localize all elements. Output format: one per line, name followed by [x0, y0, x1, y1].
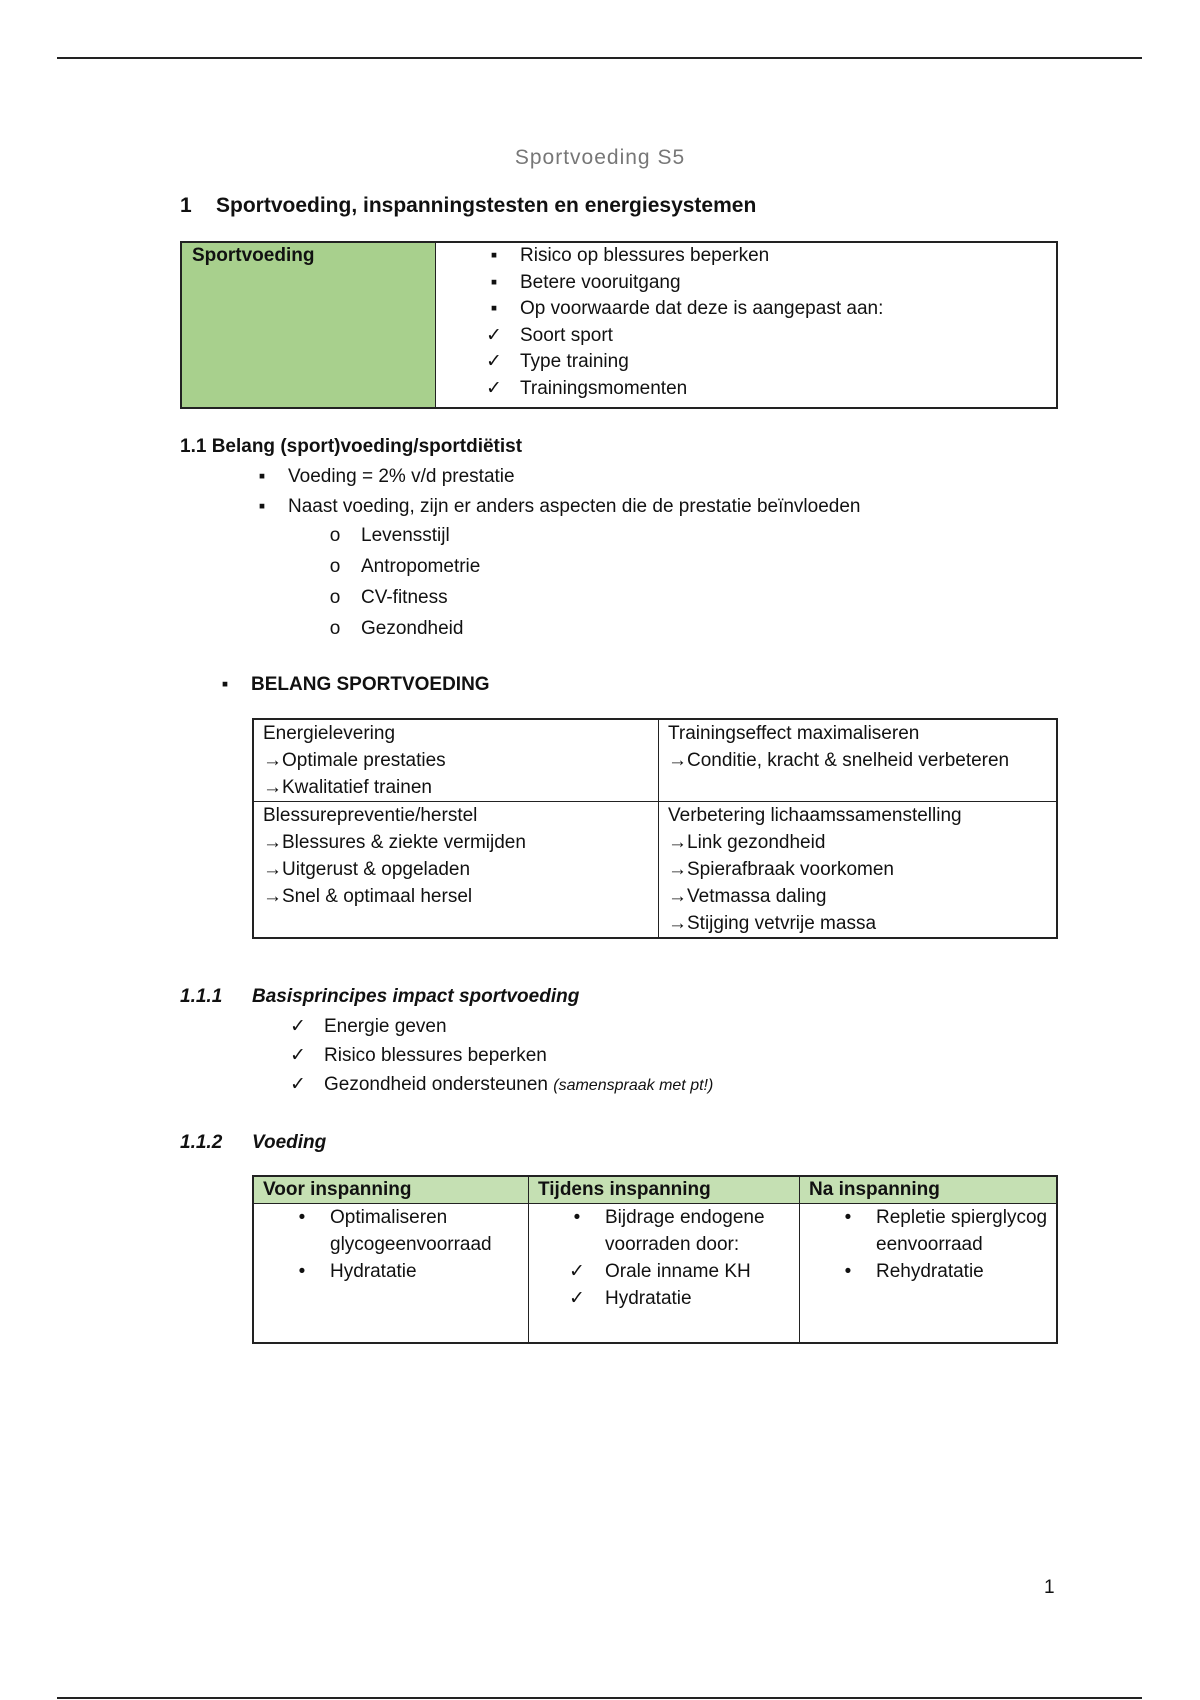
- column-header: Voor inspanning: [253, 1176, 529, 1204]
- list-item: ✓ Orale inname KH: [567, 1258, 799, 1285]
- section-title: Sportvoeding, inspanningstesten en energiesystemen: [216, 194, 757, 217]
- checkmark-icon: ✓: [486, 377, 502, 399]
- list-item: o CV-fitness: [325, 582, 480, 613]
- list-item: • Repletie spierglycogeenvoorraad: [838, 1204, 1056, 1258]
- table-cell: Verbetering lichaamssamenstelling →Link gezondheid →Spierafbraak voorkomen →Vetmassa daling →Stijging vetvrije massa: [659, 802, 1058, 939]
- square-bullet-icon: ▪: [221, 674, 229, 695]
- page-top-rule: [57, 57, 1142, 59]
- sportvoeding-list: [436, 243, 1056, 402]
- table-cell: Energielevering →Optimale prestaties →Kwalitatief trainen: [253, 719, 659, 802]
- page-bottom-rule: [57, 1697, 1142, 1699]
- bullet-icon: ▪: [490, 271, 498, 293]
- checkmark-icon: ✓: [486, 351, 502, 372]
- bullet-icon: •: [573, 1207, 581, 1228]
- list-item: ▪ Risico op blessures beperken: [484, 243, 1056, 270]
- note-text: (samenspraak met pt!): [553, 1077, 714, 1094]
- section-1-1-1-heading: 1.1.1 Basisprincipes impact sportvoeding: [180, 986, 580, 1007]
- list-item: o Antropometrie: [325, 551, 480, 582]
- bullet-icon: •: [844, 1207, 852, 1228]
- bullet-icon: •: [298, 1261, 306, 1282]
- section-number: 1: [180, 194, 192, 217]
- list-item: ✓ Gezondheid ondersteunen (samenspraak met pt!): [288, 1070, 713, 1100]
- column-header: Na inspanning: [800, 1176, 1058, 1204]
- circle-bullet-icon: o: [329, 525, 341, 546]
- checkmark-icon: ✓: [569, 1288, 585, 1309]
- list-item: o Levensstijl: [325, 520, 480, 551]
- list-item: ▪ Naast voeding, zijn er anders aspecten die de prestatie beïnvloeden: [252, 492, 861, 522]
- belang-table: [252, 718, 1058, 939]
- circle-bullet-icon: o: [329, 587, 341, 608]
- belang-bullets: [252, 462, 861, 522]
- bullet-icon: ▪: [490, 245, 498, 266]
- table-label-cell: Sportvoeding: [181, 242, 436, 408]
- table-cell: [253, 1204, 529, 1344]
- list-item: • Hydratatie: [292, 1258, 528, 1285]
- column-header: Tijdens inspanning: [529, 1176, 800, 1204]
- table-content-cell: [436, 242, 1058, 408]
- table-cell: [529, 1204, 800, 1344]
- list-item: ✓ Risico blessures beperken: [288, 1041, 713, 1070]
- list-item: ▪ Op voorwaarde dat deze is aangepast aan:: [484, 296, 1056, 323]
- circle-bullet-icon: o: [329, 556, 341, 577]
- table-cell: [800, 1204, 1058, 1344]
- bullet-icon: ▪: [490, 298, 498, 319]
- checkmark-icon: ✓: [290, 1016, 306, 1037]
- list-item: • Optimaliseren glycogeenvoorraad: [292, 1204, 528, 1258]
- list-item: ▪ Voeding = 2% v/d prestatie: [252, 462, 861, 492]
- list-item: ✓ Type training: [484, 349, 1056, 376]
- bullet-icon: •: [298, 1207, 306, 1228]
- voeding-table: [252, 1175, 1058, 1344]
- list-item: ✓ Hydratatie: [567, 1285, 799, 1312]
- checkmark-icon: ✓: [569, 1261, 585, 1282]
- checkmark-icon: ✓: [486, 324, 502, 346]
- checkmark-icon: ✓: [290, 1074, 306, 1095]
- belang-heading: ▪ BELANG SPORTVOEDING: [215, 674, 490, 696]
- section-1-1-heading: 1.1 Belang (sport)voeding/sportdiëtist: [180, 436, 523, 457]
- section-1-heading: [180, 194, 756, 218]
- section-1-1-2-heading: 1.1.2 Voeding: [180, 1132, 327, 1153]
- list-item: ✓ Trainingsmomenten: [484, 376, 1056, 403]
- list-item: • Rehydratatie: [838, 1258, 1056, 1285]
- sportvoeding-table: [180, 241, 1058, 409]
- bullet-icon: •: [844, 1261, 852, 1282]
- list-item: ✓ Soort sport: [484, 323, 1056, 350]
- list-item: • Bijdrage endogene voorraden door:: [567, 1204, 799, 1258]
- checkmark-icon: ✓: [290, 1045, 306, 1066]
- aspect-sub-bullets: [325, 520, 480, 644]
- page-number: 1: [1044, 1577, 1055, 1598]
- circle-bullet-icon: o: [329, 618, 341, 639]
- list-item: o Gezondheid: [325, 613, 480, 644]
- basisprincipes-list: [288, 1012, 713, 1100]
- document-header: Sportvoeding S5: [514, 146, 686, 169]
- table-cell: Trainingseffect maximaliseren →Conditie, kracht & snelheid verbeteren: [659, 719, 1058, 802]
- table-cell: Blessurepreventie/herstel →Blessures & ziekte vermijden →Uitgerust & opgeladen →Snel & optimaal hersel: [253, 802, 659, 939]
- square-bullet-icon: ▪: [258, 496, 266, 517]
- list-item: ✓ Energie geven: [288, 1012, 713, 1041]
- square-bullet-icon: ▪: [258, 466, 266, 487]
- list-item: ▪ Betere vooruitgang: [484, 270, 1056, 297]
